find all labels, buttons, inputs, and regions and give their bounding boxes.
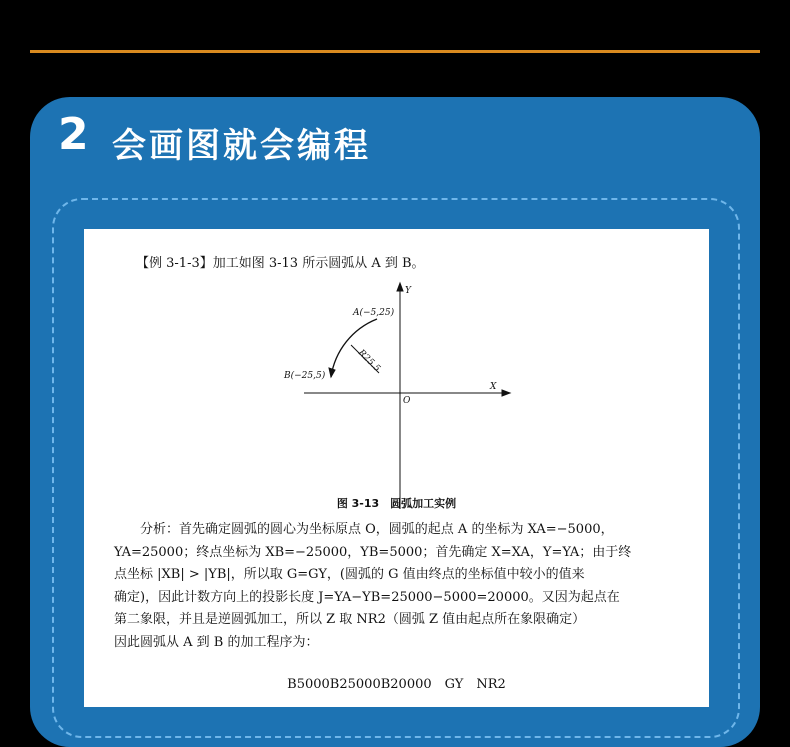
program-code: B5000B25000B20000 GY NR2: [287, 677, 506, 692]
y-arrow: [397, 283, 403, 291]
point-a-label: A(−5,25): [353, 308, 395, 318]
top-divider: [30, 50, 760, 53]
example-title: 【例 3-1-3】加工如图 3-13 所示圆弧从 A 到 B。: [136, 256, 425, 271]
analysis-line: 确定)，因此计数方向上的投影长度 J=YA−YB=25000−5000=20000。又因为起点在: [114, 589, 620, 605]
analysis-line: 点坐标 |XB| > |YB|，所以取 G=GY，(圆弧的 G 值由终点的坐标值中较小的值来: [114, 567, 585, 582]
point-b-label: B(−25,5): [284, 371, 326, 381]
arc-figure: [274, 279, 534, 514]
document-page: [84, 229, 709, 707]
analysis-text: [114, 519, 694, 654]
x-arrow: [502, 390, 510, 396]
analysis-line: 第二象限，并且是逆圆弧加工，所以 Z 取 NR2（圆弧 Z 值由起点所在象限确定）: [114, 612, 586, 627]
y-axis-label: Y: [405, 286, 411, 296]
origin-label: O: [403, 396, 411, 406]
x-axis-label: X: [490, 382, 497, 392]
analysis-line: YA=25000；终点坐标为 XB=−25000，YB=5000；首先确定 X=XA，Y=YA；由于终: [114, 544, 632, 560]
section-title: 会画图就会编程: [112, 126, 371, 166]
figure-caption: 图 3-13 圆弧加工实例: [336, 497, 457, 510]
section-number: 2: [58, 109, 89, 160]
arc-arrowhead: [329, 368, 335, 377]
analysis-line: 因此圆弧从 A 到 B 的加工程序为：: [114, 634, 319, 650]
analysis-line: 分析：首先确定圆弧的圆心为坐标原点 O，圆弧的起点 A 的坐标为 XA=−5000，: [140, 522, 614, 537]
radius-label: R25.5: [355, 348, 382, 375]
